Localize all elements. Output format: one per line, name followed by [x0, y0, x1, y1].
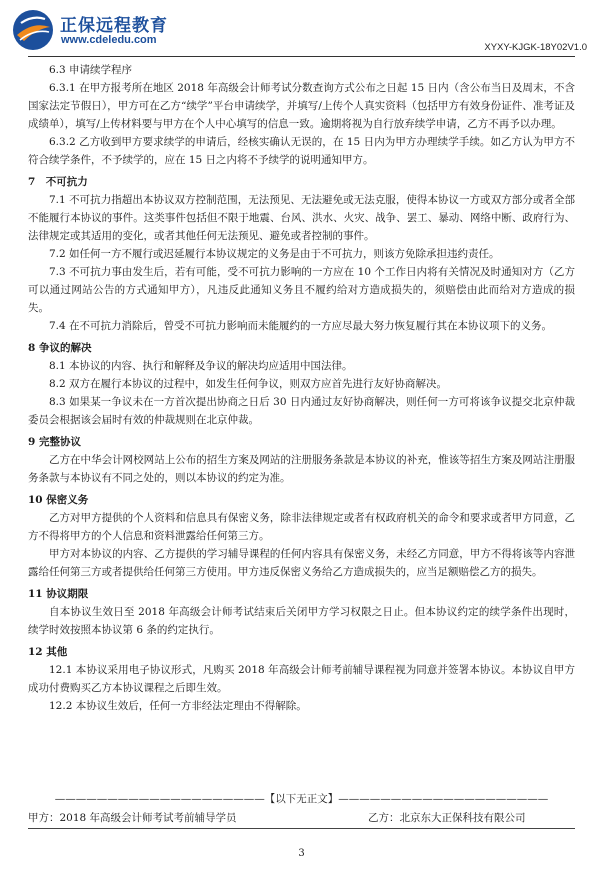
party-b-signature: 乙方：北京东大正保科技有限公司 — [368, 812, 526, 824]
clause-paragraph: 12.2 本协议生效后，任何一方非经法定理由不得解除。 — [49, 700, 307, 712]
brand-url: www.cdeledu.com — [61, 34, 157, 46]
section-heading: 9 完整协议 — [28, 436, 81, 448]
brand-name: 正保远程教育 — [60, 16, 168, 36]
clause-paragraph: 6.3.1 在甲方报考所在地区 2018 年高级会计师考试分数查询方式公布之日起 15 日内（含公布当日及周末，不含国家法定节假日），甲方可在乙方“续学”平台申请续学，并填写/上传个人真实资料（包括甲方有效身份证件、准考证及成绩单），填写/上传材料要与甲方在个人中心填写的信息一致。逾期将视为自行放弃续学申请，乙方不再予以办理。 — [28, 82, 575, 130]
clause-paragraph: 乙方对甲方提供的个人资料和信息具有保密义务，除非法律规定或者有权政府机关的命令和要求或者甲方同意，乙方不得将甲方的个人信息和资料泄露给任何第三方。 — [28, 512, 575, 542]
clause-paragraph: 6.3.2 乙方收到甲方要求续学的申请后，经核实确认无误的，在 15 日内为甲方办理续学手续。如乙方认为甲方不符合续学条件，不予续学的，应在 15 日之内将不予续学的说明通知甲方。 — [28, 136, 575, 166]
agreement-body — [28, 61, 575, 715]
page-header — [0, 0, 603, 60]
clause-paragraph: 7.1 不可抗力指超出本协议双方控制范围，无法预见、无法避免或无法克服，使得本协议一方或双方部分或者全部不能履行本协议的事件。这类事件包括但不限于地震、台风、洪水、火灾、战争、罢工、暴动、网络中断、政府行为、法律规定或其适用的变化，或者其他任何无法预见、避免或者控制的事件。 — [28, 194, 575, 242]
section-heading: 10 保密义务 — [28, 494, 89, 506]
clause-paragraph: 乙方在中华会计网校网站上公布的招生方案及网站的注册服务条款是本协议的补充，惟该等招生方案及网站注册服务条款与本协议有不同之处的，则以本协议的约定为准。 — [28, 454, 575, 484]
section-heading: 7 不可抗力 — [28, 176, 88, 188]
section-heading: 8 争议的解决 — [28, 342, 92, 354]
clause-paragraph: 8.3 如果某一争议未在一方首次提出协商之日后 30 日内通过友好协商解决，则任何一方可将该争议提交北京仲裁委员会根据该会届时有效的仲裁规则在北京仲裁。 — [28, 396, 575, 426]
section-heading: 12 其他 — [28, 646, 68, 658]
clause-paragraph: 甲方对本协议的内容、乙方提供的学习辅导课程的任何内容具有保密义务，未经乙方同意，甲方不得将该等内容泄露给任何第三方或者提供给任何第三方使用。甲方违反保密义务给乙方造成损失的，应当足额赔偿乙方的损失。 — [28, 548, 575, 578]
clause-paragraph: 8.1 本协议的内容、执行和解释及争议的解决均应适用中国法律。 — [49, 360, 353, 372]
clause-paragraph: 12.1 本协议采用电子协议形式，凡购买 2018 年高级会计师考前辅导课程视为同意并签署本协议。本协议自甲方成功付费购买乙方本协议课程之后即生效。 — [28, 664, 575, 694]
clause-paragraph: 7.4 在不可抗力消除后，曾受不可抗力影响而未能履约的一方应尽最大努力恢复履行其在本协议项下的义务。 — [49, 320, 553, 332]
clause-paragraph: 7.3 不可抗力事由发生后，若有可能，受不可抗力影响的一方应在 10 个工作日内将有关情况及时通知对方（乙方可以通过网站公告的方式通知甲方），凡违反此通知义务且不履约给对方造成损失的，须赔偿由此而给对方造成的损失。 — [28, 266, 575, 314]
clause-paragraph: 自本协议生效日至 2018 年高级会计师考试结束后关闭甲方学习权限之日止。但本协议约定的续学条件出现时，续学时效按照本协议第 6 条的约定执行。 — [28, 606, 575, 636]
page-number: 3 — [298, 848, 305, 859]
subsection-heading: 6.3 申请续学程序 — [49, 64, 133, 76]
clause-paragraph: 8.2 双方在履行本协议的过程中，如发生任何争议，则双方应首先进行友好协商解决。 — [49, 378, 448, 390]
footer-divider — [28, 828, 575, 829]
end-of-text-marker: ————————————————————【以下无正文】———————————————————— — [54, 793, 549, 805]
brand-logo-icon — [12, 9, 54, 51]
party-a-signature: 甲方：2018 年高级会计师考试考前辅导学员 — [28, 812, 237, 824]
document-code: XYXY-KJGK-18Y02V1.0 — [484, 42, 587, 53]
section-heading: 11 协议期限 — [28, 588, 89, 600]
header-divider — [28, 56, 575, 57]
clause-paragraph: 7.2 如任何一方不履行或迟延履行本协议规定的义务是由于不可抗力，则该方免除承担违约责任。 — [49, 248, 500, 260]
